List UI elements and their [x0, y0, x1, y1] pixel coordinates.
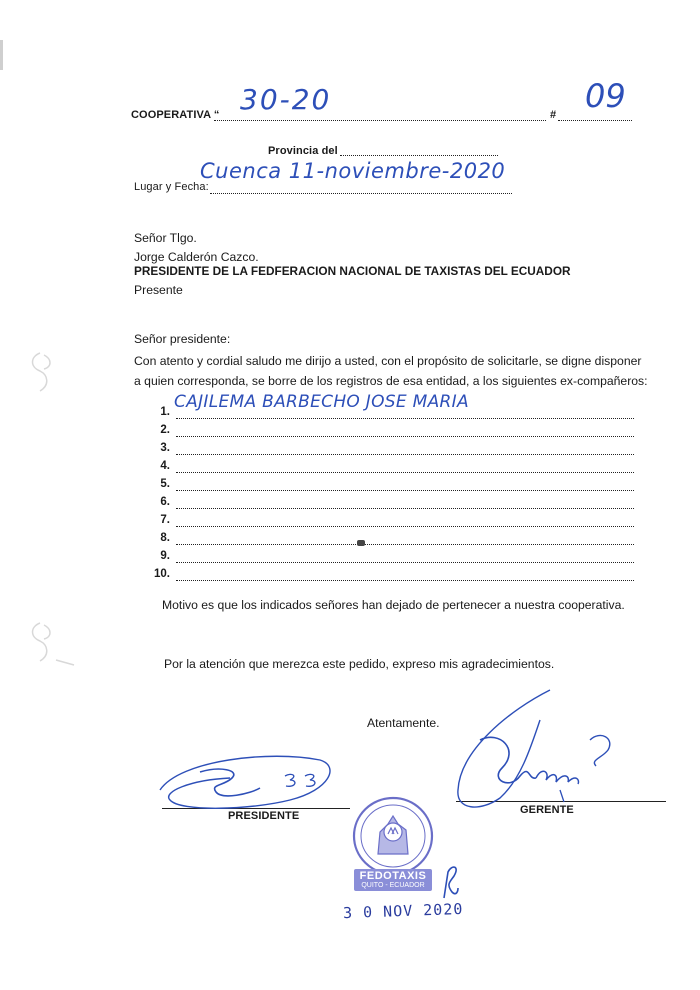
list-item	[148, 392, 638, 424]
number-label: #	[550, 109, 557, 121]
scan-artifact-hole-2	[26, 615, 86, 675]
cooperativa-dotted-line	[214, 120, 546, 121]
lugar-fecha-label: Lugar y Fecha:	[134, 181, 209, 193]
recipient-presente: Presente	[134, 283, 183, 297]
list-number: 7.	[160, 514, 170, 526]
scan-artifact-top	[0, 40, 3, 70]
recipient-title: Señor Tlgo.	[134, 231, 197, 245]
presidente-signature	[140, 730, 360, 820]
ex-companeros-list	[148, 392, 638, 588]
gerente-signature	[440, 680, 640, 830]
initials-mark	[438, 862, 462, 902]
list-dotted-line	[176, 472, 634, 473]
recipient-name: Jorge Calderón Cazco.	[134, 250, 259, 264]
list-dotted-line	[176, 436, 634, 437]
stray-mark	[357, 540, 365, 546]
list-number: 2.	[160, 424, 170, 436]
list-item	[148, 460, 638, 478]
cooperativa-handwritten-value: 30-20	[240, 83, 332, 116]
stamp-org: FEDOTAXIS	[359, 870, 427, 882]
list-dotted-line	[176, 508, 634, 509]
greeting: Señor presidente:	[134, 332, 231, 346]
list-dotted-line	[176, 454, 634, 455]
number-dotted-line	[558, 120, 632, 121]
list-item	[148, 532, 638, 550]
list-dotted-line	[176, 490, 634, 491]
list-number: 5.	[160, 478, 170, 490]
list-item	[148, 496, 638, 514]
list-item	[148, 568, 638, 586]
list-number: 1.	[160, 406, 170, 418]
list-item	[148, 550, 638, 568]
list-item	[148, 514, 638, 532]
stamp-city: QUITO - ECUADOR	[361, 882, 425, 889]
list-dotted-line	[176, 544, 634, 545]
received-date-stamp: 3 0 NOV 2020	[342, 899, 464, 923]
list-number: 3.	[160, 442, 170, 454]
list-dotted-line	[176, 418, 634, 419]
number-handwritten-value: 09	[585, 77, 626, 115]
closing-text: Por la atención que merezca este pedido, expreso mis agradecimientos.	[164, 657, 555, 671]
paragraph-line-1: Con atento y cordial saludo me dirijo a usted, con el propósito de solicitarle, se digne disponer	[134, 354, 642, 368]
provincia-label: Provincia del	[268, 145, 338, 157]
paragraph-line-2: a quien corresponda, se borre de los registros de esa entidad, a los siguientes ex-compañeros:	[134, 374, 648, 388]
lugar-dotted-line	[210, 193, 512, 194]
list-dotted-line	[176, 526, 634, 527]
list-item	[148, 478, 638, 496]
list-number: 4.	[160, 460, 170, 472]
recipient-position: PRESIDENTE DE LA FEDFERACION NACIONAL DE TAXISTAS DEL ECUADOR	[134, 264, 571, 278]
list-item	[148, 442, 638, 460]
scan-artifact-hole-1	[26, 345, 66, 405]
list-dotted-line	[176, 562, 634, 563]
list-handwritten-value: CAJILEMA BARBECHO JOSE MARIA	[174, 392, 469, 412]
list-dotted-line	[176, 580, 634, 581]
list-number: 8.	[160, 532, 170, 544]
cooperativa-label: COOPERATIVA “	[131, 109, 220, 121]
list-number: 9.	[160, 550, 170, 562]
lugar-handwritten-value: Cuenca 11-noviembre-2020	[200, 159, 506, 183]
presidente-label: PRESIDENTE	[228, 810, 300, 822]
list-number: 10.	[154, 568, 170, 580]
provincia-dotted-line	[340, 155, 498, 156]
atentamente-text: Atentamente.	[367, 716, 440, 730]
gerente-label: GERENTE	[520, 804, 574, 816]
motivo-text: Motivo es que los indicados señores han dejado de pertenecer a nuestra cooperativa.	[162, 598, 625, 612]
fedotaxis-stamp	[350, 794, 436, 894]
list-number: 6.	[160, 496, 170, 508]
list-item	[148, 424, 638, 442]
